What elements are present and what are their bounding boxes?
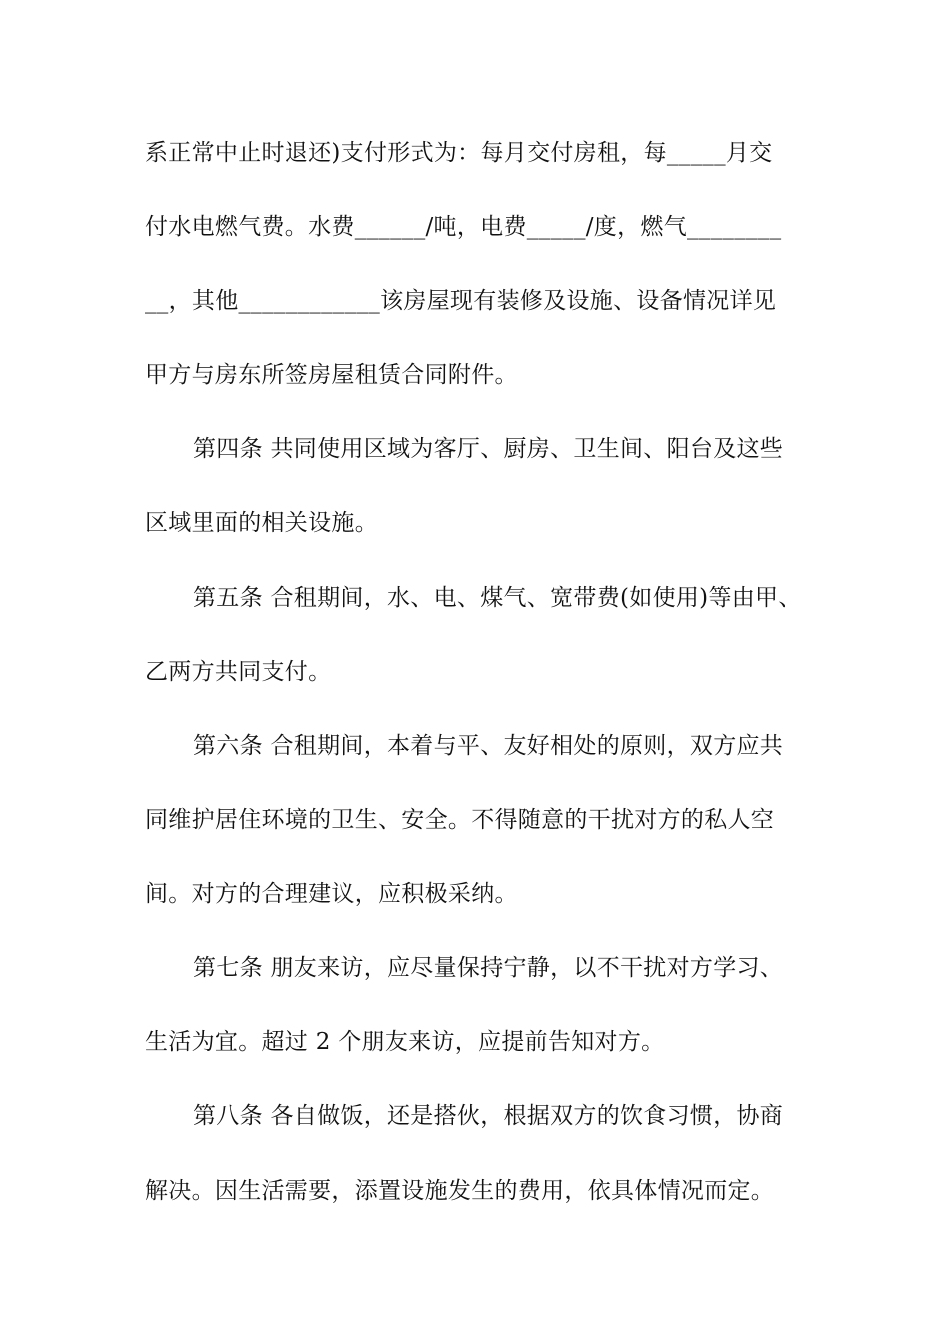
text-line: 同维护居住环境的卫生、安全。不得随意的干扰对方的私人空	[145, 807, 775, 833]
text-line: 区域里面的相关设施。	[145, 510, 378, 536]
text-line: 间。对方的合理建议，应积极采纳。	[145, 881, 518, 907]
article-8-heading-line: 第八条 各自做饭，还是搭伙，根据双方的饮食习惯，协商	[193, 1103, 784, 1129]
article-4-heading-line: 第四条 共同使用区域为客厅、厨房、卫生间、阳台及这些	[193, 436, 784, 462]
article-6-heading-line: 第六条 合租期间，本着与平、友好相处的原则，双方应共	[193, 733, 784, 759]
text-line: __，其他____________该房屋现有装修及设施、设备情况详见	[145, 288, 777, 314]
text-line: 解决。因生活需要，添置设施发生的费用，依具体情况而定。	[145, 1178, 775, 1204]
text-line: 乙两方共同支付。	[145, 659, 332, 685]
text-line: 甲方与房东所签房屋租赁合同附件。	[145, 362, 518, 388]
article-5-heading-line: 第五条 合租期间，水、电、煤气、宽带费(如使用)等由甲、	[193, 585, 802, 611]
text-line: 生活为宜。超过 2 个朋友来访，应提前告知对方。	[145, 1029, 665, 1055]
text-line: 付水电燃气费。水费______/吨，电费_____/度，燃气________	[145, 214, 782, 240]
text-line: 系正常中止时退还)支付形式为：每月交付房租，每_____月交	[145, 140, 773, 166]
article-7-heading-line: 第七条 朋友来访，应尽量保持宁静，以不干扰对方学习、	[193, 955, 784, 981]
